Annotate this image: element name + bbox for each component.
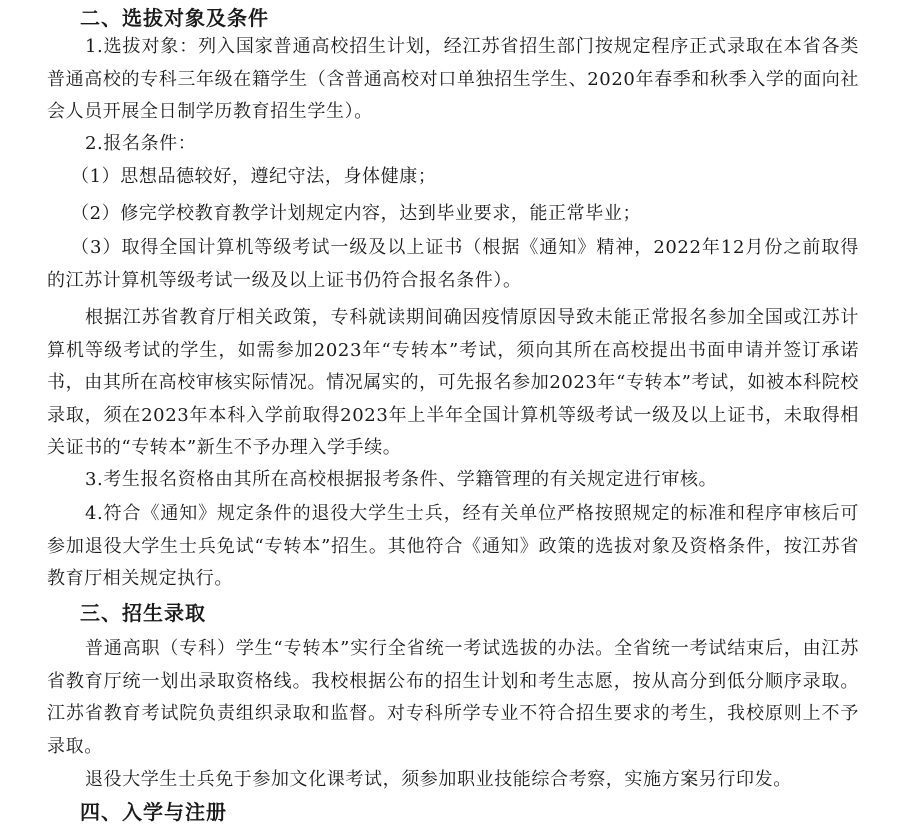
paragraph-selection-target: 1.选拔对象：列入国家普通高校招生计划，经江苏省招生部门按规定程序正式录取在本省各类普通高校的专科三年级在籍学生（含普通高校对口单独招生学生、2020年春季和秋季入学的面向社会人员开展全日制学历教育招生学生）。 xyxy=(47,36,859,122)
section-heading-enrollment-partial: 四、入学与注册 xyxy=(80,800,227,824)
paragraph-veteran-exemption: 退役大学生士兵免于参加文化课考试，须参加职业技能综合考察，实施方案另行印发。 xyxy=(85,769,792,790)
paragraph-admission-method: 普通高职（专科）学生“专转本”实行全省统一考试选拔的办法。全省统一考试结束后，由江苏省教育厅统一划出录取资格线。我校根据公布的招生计划和考生志愿，按从高分到低分顺序录取。江苏省教育考试院负责组织录取和监督。对专科所学专业不符合招生要求的考生，我校原则上不予录取。 xyxy=(47,638,859,757)
paragraph-veterans: 4.符合《通知》规定条件的退役大学生士兵，经有关单位严格按照规定的标准和程序审核后可参加退役大学生士兵免试“专转本”招生。其他符合《通知》政策的选拔对象及资格条件，按江苏省教育厅相关规定执行。 xyxy=(47,503,859,589)
paragraph-registration-conditions: 2.报名条件： xyxy=(85,133,197,154)
paragraph-condition-1: （1）思想品德较好，遵纪守法，身体健康； xyxy=(71,166,437,187)
section-heading-selection: 二、选拔对象及条件 xyxy=(80,6,269,30)
paragraph-condition-3: （3）取得全国计算机等级考试一级及以上证书（根据《通知》精神，2022年12月份之前取得的江苏计算机等级考试一级及以上证书仍符合报名条件）。 xyxy=(47,237,859,291)
paragraph-condition-2: （2）修完学校教育教学计划规定内容，达到毕业要求，能正常毕业； xyxy=(71,203,642,224)
paragraph-policy: 根据江苏省教育厅相关政策，专科就读期间确因疫情原因导致未能正常报名参加全国或江苏计算机等级考试的学生，如需参加2023年“专转本”考试，须向其所在高校提出书面申请并签订承诺书，由其所在高校审核实际情况。情况属实的，可先报名参加2023年“专转本”考试，如被本科院校录取，须在2023年本科入学前取得2023年上半年全国计算机等级考试一级及以上证书，未取得相关证书的“专转本”新生不予办理入学手续。 xyxy=(47,307,859,458)
section-heading-admission: 三、招生录取 xyxy=(80,601,206,625)
paragraph-qualification-review: 3.考生报名资格由其所在高校根据报考条件、学籍管理的有关规定进行审核。 xyxy=(85,469,718,490)
